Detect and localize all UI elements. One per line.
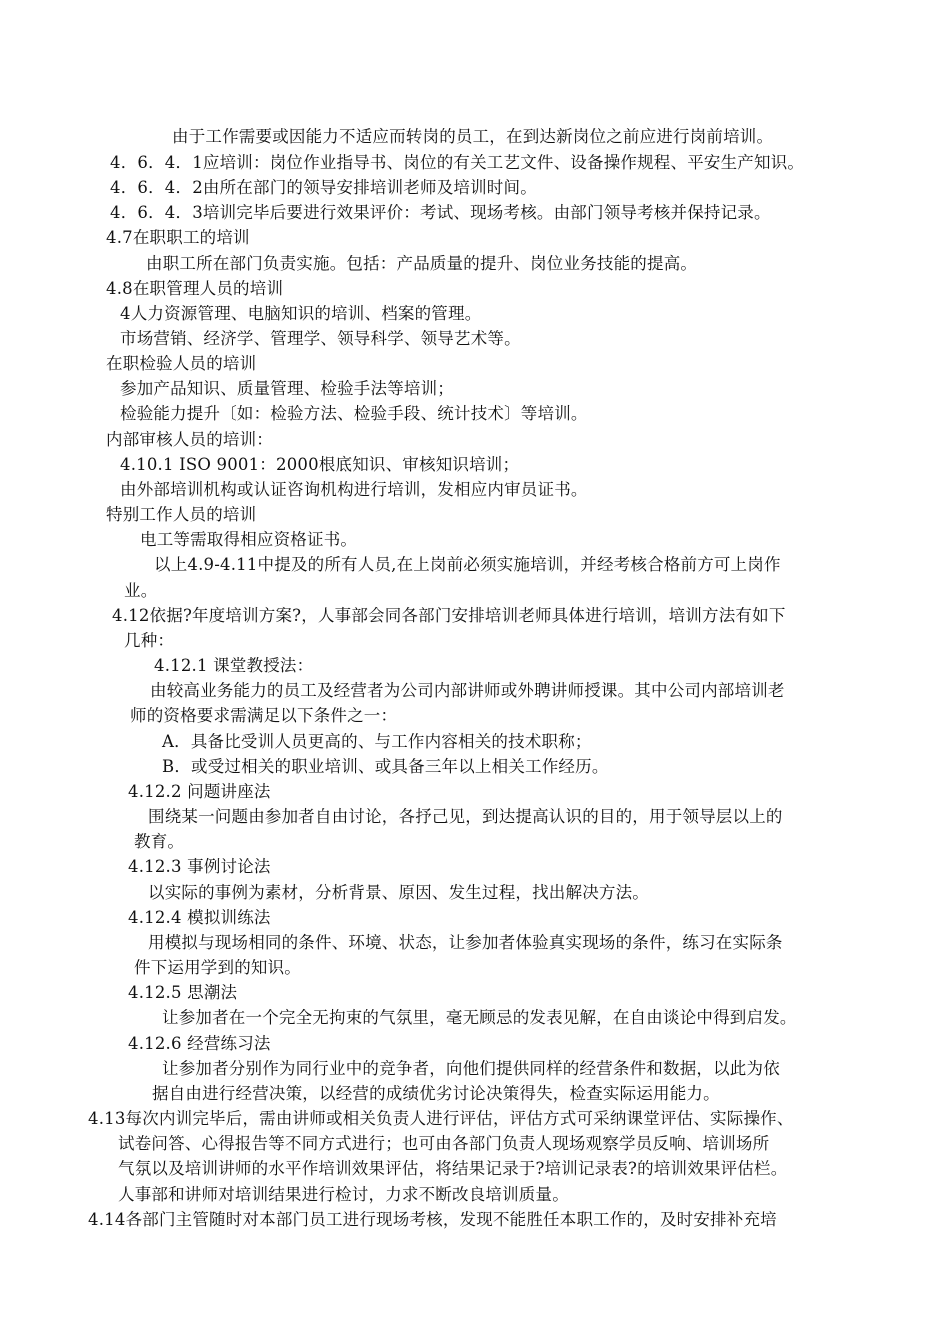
section-heading: 4.7在职职工的培训 — [106, 228, 250, 247]
text-line: 4.10.1 ISO 9001：2000根底知识、审核知识培训； — [120, 455, 520, 474]
text-line: 让参加者分别作为同行业中的竞争者，向他们提供同样的经营条件和数据，以此为依 — [162, 1059, 780, 1078]
text-line: 以实际的事例为素材，分析背景、原因、发生过程，找出解决方法。 — [148, 883, 649, 902]
text-line: 据自由进行经营决策，以经营的成绩优劣讨论决策得失，检查实际运用能力。 — [152, 1084, 720, 1103]
text-line: 师的资格要求需满足以下条件之一： — [130, 706, 398, 725]
text-line: 由于工作需要或因能力不适应而转岗的员工，在到达新岗位之前应进行岗前培训。 — [172, 127, 774, 146]
text-line: 以上4.9-4.11中提及的所有人员,在上岗前必须实施培训，并经考核合格前方可上岗作 — [154, 555, 781, 574]
text-line: 业。 — [124, 581, 158, 600]
section-heading: 在职检验人员的培训 — [106, 354, 257, 373]
text-line: 4．6．4．2由所在部门的领导安排培训老师及培训时间。 — [110, 178, 537, 197]
subsection-heading: 4.12.1 课堂教授法： — [154, 656, 314, 675]
text-line: 4．6．4．1应培训：岗位作业指导书、岗位的有关工艺文件、设备操作规程、平安生产知识。 — [110, 153, 805, 172]
text-line: 电工等需取得相应资格证书。 — [140, 530, 358, 549]
section-heading: 4.13每次内训完毕后，需由讲师或相关负责人进行评估，评估方式可采纳课堂评估、实际操作、 — [88, 1109, 794, 1128]
text-line: 市场营销、经济学、管理学、领导科学、领导艺术等。 — [120, 329, 521, 348]
text-line: 几种： — [124, 631, 175, 650]
text-line: 由较高业务能力的员工及经营者为公司内部讲师或外聘讲师授课。其中公司内部培训老 — [150, 681, 785, 700]
text-line: 4人力资源管理、电脑知识的培训、档案的管理。 — [120, 304, 482, 323]
section-heading: 4.8在职管理人员的培训 — [106, 279, 284, 298]
text-line: 用模拟与现场相同的条件、环境、状态，让参加者体验真实现场的条件，练习在实际条 — [148, 933, 783, 952]
subsection-heading: 4.12.5 思潮法 — [128, 983, 238, 1002]
text-line: 参加产品知识、质量管理、检验手法等培训； — [120, 379, 454, 398]
section-heading: 内部审核人员的培训： — [106, 430, 273, 449]
text-line: 让参加者在一个完全无拘束的气氛里，毫无顾忌的发表见解，在自由谈论中得到启发。 — [162, 1008, 797, 1027]
text-line: 气氛以及培训讲师的水平作培训效果评估，将结果记录于?培训记录表?的培训效果评估栏。 — [118, 1159, 788, 1178]
text-line: 围绕某一问题由参加者自由讨论，各抒己见，到达提高认识的目的，用于领导层以上的 — [148, 807, 783, 826]
text-line: 试卷问答、心得报告等不同方式进行；也可由各部门负责人现场观察学员反响、培训场所 — [118, 1134, 770, 1153]
list-item: B．或受过相关的职业培训、或具备三年以上相关工作经历。 — [162, 757, 609, 776]
text-line: 件下运用学到的知识。 — [134, 958, 301, 977]
subsection-heading: 4.12.3 事例讨论法 — [128, 857, 271, 876]
list-item: A．具备比受训人员更高的、与工作内容相关的技术职称； — [162, 732, 592, 751]
section-heading: 特别工作人员的培训 — [106, 505, 257, 524]
section-heading: 4.12依据?年度培训方案?，人事部会同各部门安排培训老师具体进行培训，培训方法有如下 — [112, 606, 786, 625]
text-line: 人事部和讲师对培训结果进行检讨，力求不断改良培训质量。 — [118, 1185, 569, 1204]
section-heading: 4.14各部门主管随时对本部门员工进行现场考核，发现不能胜任本职工作的，及时安排补充培 — [88, 1210, 777, 1229]
subsection-heading: 4.12.2 问题讲座法 — [128, 782, 271, 801]
text-line: 检验能力提升〔如：检验方法、检验手段、统计技术〕等培训。 — [120, 404, 588, 423]
text-line: 由外部培训机构或认证咨询机构进行培训，发相应内审员证书。 — [120, 480, 588, 499]
text-line: 教育。 — [134, 832, 185, 851]
text-line: 4．6．4．3培训完毕后要进行效果评价：考试、现场考核。由部门领导考核并保持记录。 — [110, 203, 771, 222]
subsection-heading: 4.12.4 模拟训练法 — [128, 908, 271, 927]
text-line: 由职工所在部门负责实施。包括：产品质量的提升、岗位业务技能的提高。 — [146, 254, 698, 273]
subsection-heading: 4.12.6 经营练习法 — [128, 1034, 271, 1053]
